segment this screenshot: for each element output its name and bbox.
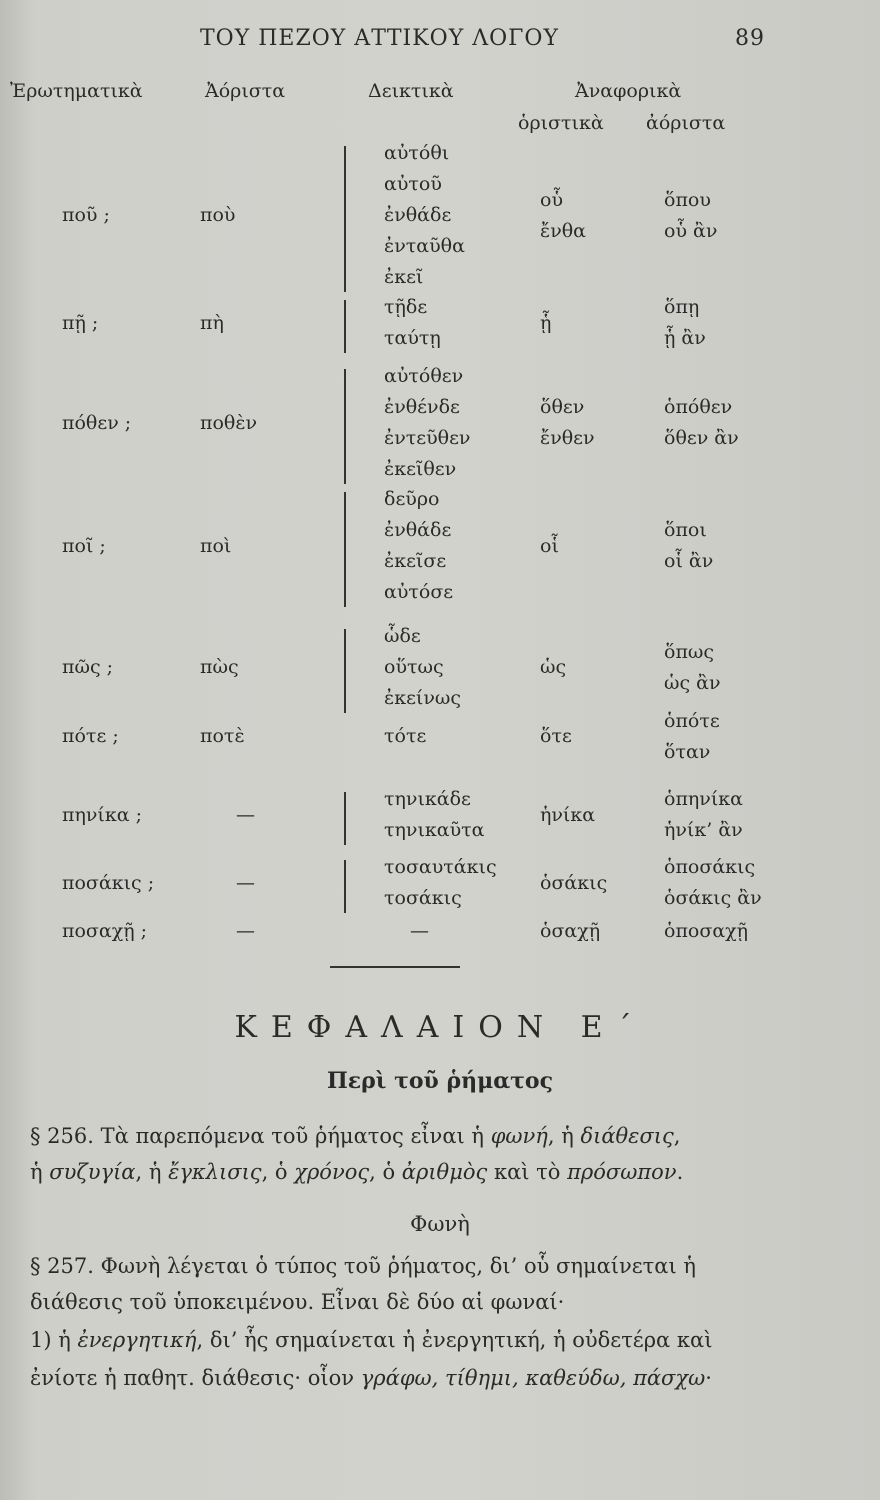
relative-indefinite-cell: οἷ ἂν: [664, 550, 714, 572]
demonstrative-cell: ἐντεῦθεν: [384, 427, 471, 449]
relative-definite-cell: ὅτε: [540, 725, 572, 747]
relative-definite-cell: ὡς: [540, 656, 567, 678]
term: ἔγκλισις: [168, 1160, 262, 1184]
relative-definite-cell: ἔνθεν: [540, 427, 595, 449]
text: ἐνίοτε ἡ παθητ. διάθεσις· οἷον: [30, 1366, 361, 1390]
text: , δι’ ἧς σημαίνεται ἡ ἐνεργητική, ἡ οὐδετέρα καὶ: [196, 1328, 713, 1352]
demonstrative-cell: αὐτοῦ: [384, 173, 442, 195]
running-header: ΤΟΥ ΠΕΖΟΥ ΑΤΤΙΚΟΥ ΛΟΓΟΥ: [200, 26, 559, 51]
text: , ὁ: [369, 1160, 402, 1184]
term: συζυγία: [49, 1160, 136, 1184]
interrogative-cell: πῶς ;: [62, 656, 114, 678]
indefinite-cell: ποτὲ: [200, 725, 245, 747]
paragraph-256-line2: [30, 1160, 850, 1184]
demonstrative-cell: αὐτόθι: [384, 142, 450, 164]
text: ·: [705, 1366, 712, 1390]
brace: [344, 792, 352, 845]
indefinite-cell: —: [236, 871, 255, 894]
brace: [344, 629, 352, 713]
col-relative: Ἀναφορικὰ: [575, 80, 682, 102]
demonstrative-cell: τοσαυτάκις: [384, 856, 497, 878]
col-interrogative: Ἐρωτηματικὰ: [10, 80, 143, 102]
examples: γράφω, τίθημι, καθεύδω, πάσχω: [360, 1366, 706, 1390]
interrogative-cell: ποσάκις ;: [62, 871, 155, 894]
interrogative-cell: πότε ;: [62, 725, 119, 747]
text: ἡ: [58, 1328, 78, 1352]
relative-indefinite-cell: ὅπῃ: [664, 296, 700, 318]
demonstrative-cell: ἐκεῖσε: [384, 550, 447, 572]
col-relative-indefinite: ἀόριστα: [646, 112, 726, 134]
demonstrative-cell: αὐτόθεν: [384, 365, 464, 387]
demonstrative-cell: αὐτόσε: [384, 581, 454, 603]
demonstrative-cell: οὕτως: [384, 656, 444, 678]
chapter-subtitle: Περὶ τοῦ ῥήματος: [326, 1068, 553, 1094]
col-indefinite: Ἀόριστα: [205, 80, 286, 102]
relative-definite-cell: οὗ: [540, 188, 563, 211]
text: Τὰ παρεπόμενα τοῦ ῥήματος εἶναι ἡ: [100, 1124, 491, 1148]
relative-indefinite-cell: ὅπου: [664, 188, 711, 211]
relative-indefinite-cell: ὁποσάκις: [664, 856, 756, 878]
relative-indefinite-cell: ὁποσαχῇ: [664, 920, 749, 942]
interrogative-cell: πηνίκα ;: [62, 803, 143, 826]
indefinite-cell: —: [236, 920, 255, 942]
text: .: [676, 1160, 684, 1184]
heading-voice: Φωνὴ: [410, 1212, 470, 1236]
relative-definite-cell: ᾗ: [540, 311, 552, 334]
section-number: § 257.: [30, 1254, 94, 1278]
text: διάθεσις τοῦ ὑποκειμένου. Εἶναι δὲ δύο αἱ φωναί·: [30, 1290, 565, 1314]
indefinite-cell: ποθὲν: [200, 411, 258, 434]
interrogative-cell: πόθεν ;: [62, 411, 132, 434]
term: διάθεσις: [580, 1124, 674, 1148]
demonstrative-cell: ὧδε: [384, 625, 421, 647]
paragraph-257-line1: [30, 1254, 850, 1278]
demonstrative-cell: τῇδε: [384, 296, 428, 318]
demonstrative-cell: ταύτῃ: [384, 327, 441, 349]
interrogative-cell: ποσαχῇ ;: [62, 920, 148, 942]
col-demonstrative: Δεικτικὰ: [368, 80, 454, 102]
relative-definite-cell: ὁσάκις: [540, 871, 608, 894]
demonstrative-cell: ἐκεῖθεν: [384, 458, 457, 480]
paragraph-257-line2: [30, 1290, 850, 1314]
indefinite-cell: —: [236, 803, 255, 826]
term: φωνή: [490, 1124, 548, 1148]
relative-indefinite-cell: ὅποι: [664, 519, 707, 541]
relative-definite-cell: ὅθεν: [540, 396, 585, 418]
demonstrative-cell: ἐκείνως: [384, 687, 462, 709]
brace: [344, 860, 352, 913]
relative-indefinite-cell: ὅπως: [664, 640, 715, 663]
demonstrative-cell: τότε: [384, 725, 427, 747]
section-number: § 256.: [30, 1124, 94, 1148]
text: , ὁ: [261, 1160, 295, 1184]
text: καὶ τὸ: [487, 1160, 568, 1184]
relative-indefinite-cell: ᾗ ἂν: [664, 327, 706, 349]
interrogative-cell: ποῦ ;: [62, 204, 110, 226]
term: ἀριθμὸς: [401, 1160, 488, 1184]
paragraph-257-item1-line2: [30, 1366, 850, 1390]
brace: [344, 369, 352, 484]
relative-indefinite-cell: ὅθεν ἂν: [664, 427, 739, 449]
text: ,: [673, 1124, 681, 1148]
list-number: 1): [30, 1328, 52, 1352]
relative-indefinite-cell: ὅταν: [664, 740, 711, 763]
relative-definite-cell: ἔνθα: [540, 219, 587, 242]
term: χρόνος: [294, 1160, 370, 1184]
interrogative-cell: πῇ ;: [62, 311, 99, 334]
demonstrative-cell: ἐκεῖ: [384, 266, 424, 288]
demonstrative-cell: ἐνθάδε: [384, 204, 452, 226]
interrogative-cell: ποῖ ;: [62, 534, 106, 557]
relative-indefinite-cell: ὁπηνίκα: [664, 788, 744, 810]
indefinite-cell: πὴ: [200, 311, 224, 334]
demonstrative-cell: τηνικαῦτα: [384, 819, 485, 841]
relative-indefinite-cell: ὁπότε: [664, 709, 720, 732]
section-divider: [330, 966, 460, 968]
indefinite-cell: πὼς: [200, 656, 239, 678]
page-number: 89: [735, 26, 765, 51]
relative-indefinite-cell: ὁπόθεν: [664, 396, 733, 418]
relative-definite-cell: ὁσαχῇ: [540, 920, 601, 942]
brace: [344, 300, 352, 353]
col-relative-definite: ὁριστικὰ: [518, 112, 604, 134]
text: ἡ: [30, 1160, 50, 1184]
brace: [344, 492, 352, 607]
demonstrative-cell: τοσάκις: [384, 887, 462, 909]
demonstrative-cell: ἐνταῦθα: [384, 235, 465, 257]
term: πρόσωπον: [567, 1160, 677, 1184]
indefinite-cell: ποὶ: [200, 534, 232, 557]
text: , ἡ: [135, 1160, 169, 1184]
text: Φωνὴ λέγεται ὁ τύπος τοῦ ῥήματος, δι’ οὗ σημαίνεται ἡ: [100, 1254, 696, 1278]
text: , ἡ: [547, 1124, 581, 1148]
demonstrative-cell: ἐνθένδε: [384, 396, 460, 418]
demonstrative-cell: ἐνθάδε: [384, 519, 452, 541]
indefinite-cell: ποὺ: [200, 204, 236, 226]
paragraph-256-line1: [30, 1124, 850, 1148]
demonstrative-cell: —: [410, 920, 429, 942]
relative-indefinite-cell: ὁσάκις ἂν: [664, 887, 762, 909]
term: ἐνεργητική: [77, 1328, 197, 1352]
relative-definite-cell: ἡνίκα: [540, 803, 596, 826]
relative-indefinite-cell: οὗ ἂν: [664, 219, 718, 242]
relative-indefinite-cell: ὡς ἂν: [664, 671, 721, 694]
chapter-title: ΚΕΦΑΛΑΙΟΝ Ε΄: [234, 1010, 646, 1045]
relative-indefinite-cell: ἡνίκ’ ἂν: [664, 819, 743, 841]
relative-definite-cell: οἷ: [540, 534, 559, 557]
brace: [344, 146, 352, 292]
paragraph-257-item1: [30, 1328, 850, 1352]
demonstrative-cell: δεῦρο: [384, 488, 440, 510]
demonstrative-cell: τηνικάδε: [384, 788, 471, 810]
